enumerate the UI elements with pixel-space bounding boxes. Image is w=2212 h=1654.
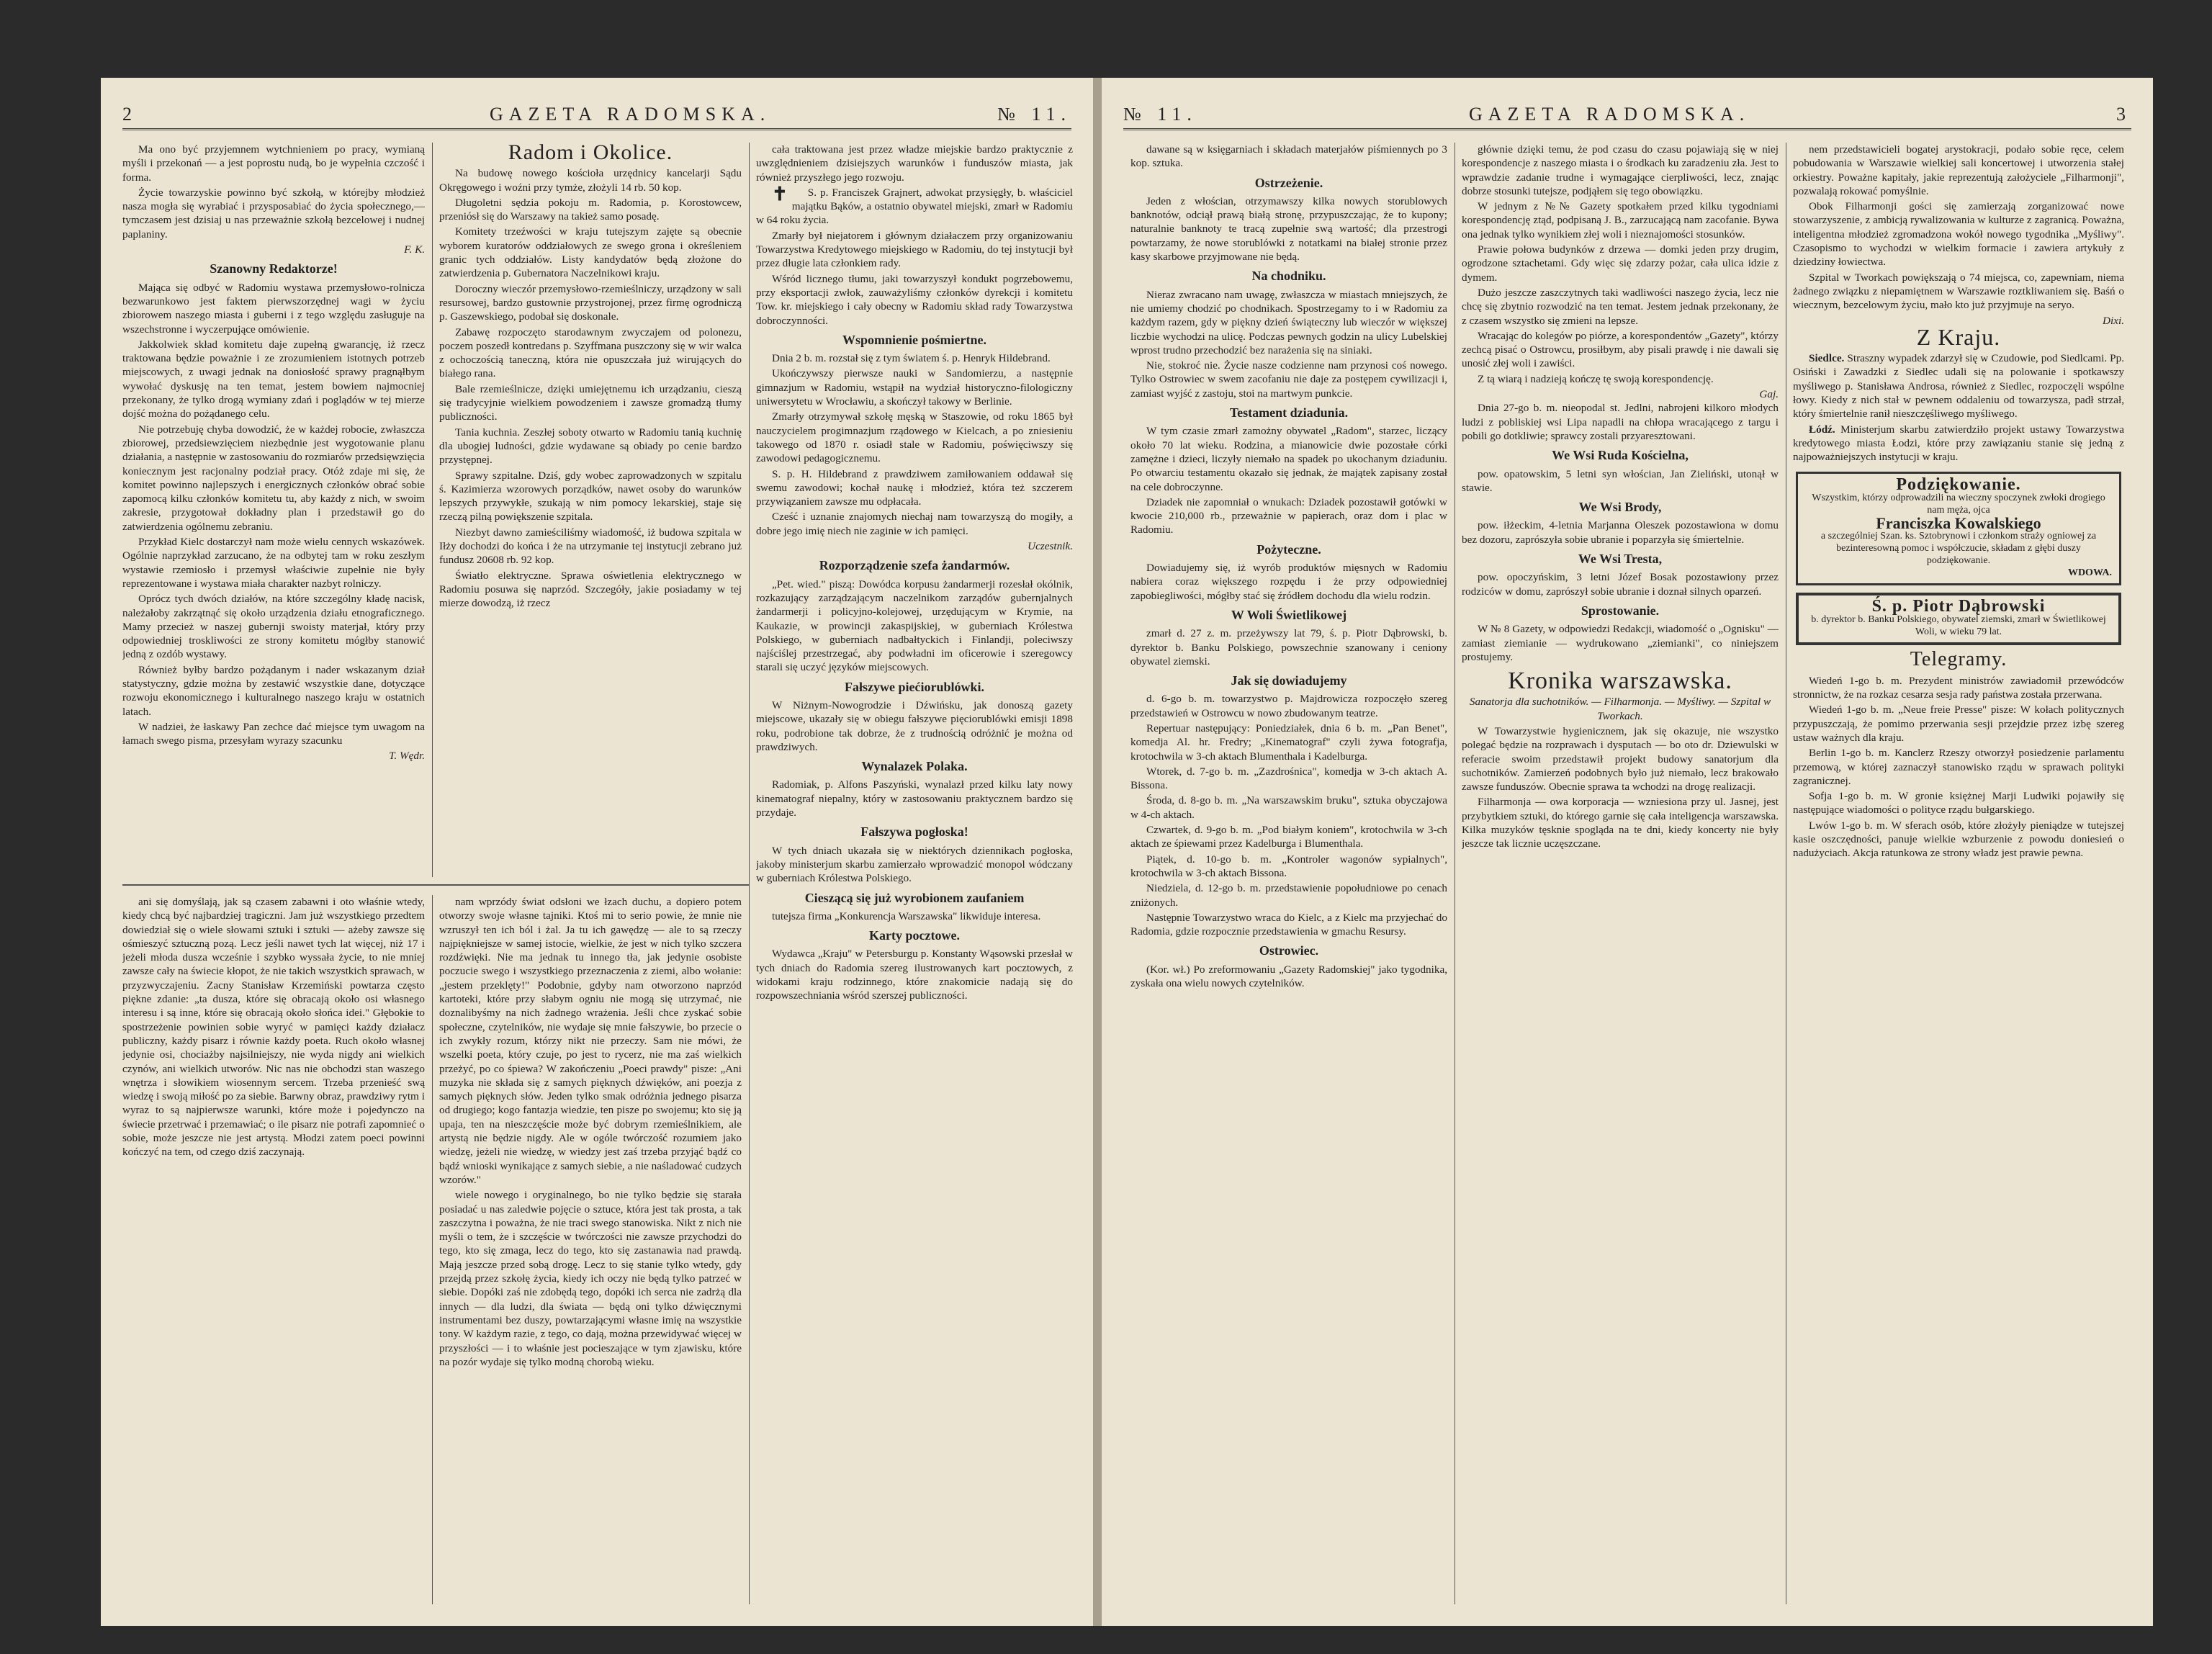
paragraph: Doroczny wieczór przemysłowo-rzemieślniczy, urządzony w sali resursowej, bardzo gustownie przystrojonej, przez firmę ogrodniczą p. Gaszewskiego, podobał się doskonale. <box>439 282 742 323</box>
paragraph: Nieraz zwracano nam uwagę, zwłaszcza w miastach mniejszych, że nie umiemy chodzić po chodnikach. Spostrzegamy to i w Radomiu za każdym razem, gdy w piękny dzień świąteczny lub wieczór w większej liczbie wychodzi na ulicę. Podczas pewnych godzin na ulicy Lubelskiej wprost trudno przechodzić bez narażenia się na siniaki. <box>1130 288 1447 356</box>
article-heading: We Wsi Brody, <box>1578 500 1662 515</box>
paragraph: Obok Filharmonji gości się zamierzają zorganizować nowe stowarzyszenie, z ambicją rywalizowania w kulturze z zagranicą. Poważna, inteligentna młodzież zgromadzona wokół nowego tygodnika „Myśliwy". Czasopismo to wychodzi w wielkim formacie i zawiera artykuły z dziedziny łowiectwa. <box>1793 200 2124 269</box>
telegram: Lwów 1-go b. m. W sferach osób, które złożyły pieniądze w tutejszej kasie oszczędności, panuje wielkie wzburzenie z powodu doniesień o nadużyciach. Akcja ratunkowa ze strony władz jest prawie pewna. <box>1793 819 2124 860</box>
paragraph: Dziadek nie zapomniał o wnukach: Dziadek pozostawił gotówki w kwocie 210,000 rb., przeważnie w papierach, oraz dom i plac w Radomiu. <box>1130 495 1447 536</box>
article-heading: We Wsi Tresta, <box>1578 552 1663 567</box>
right-column-3 <box>1793 143 2124 1604</box>
paragraph: Zmarły był niejatorem i głównym działaczem przy organizowaniu Towarzystwa Kredytowego miejskiego w Radomiu, do tej instytucji był przez długie lata członkiem rady. <box>756 229 1073 270</box>
article-heading: Testament dziadunia. <box>1229 405 1349 421</box>
notice-signature: WDOWA. <box>2067 567 2112 579</box>
newspaper-title: GAZETA RADOMSKA. <box>1469 104 1750 125</box>
article-heading: Na chodniku. <box>1251 269 1326 284</box>
paragraph: wiele nowego i oryginalnego, bo nie tylko będzie się starała posiadać u nas zaledwie pojęcie o sztuce, która jest tak prosta, a tak zaszczytna i poważna, że nie traci swego stanowiska. Nikt z nich nie myśli o tem, że i szczęście w twórczości nie zawsze przychodzi do tego, kto się zmaga, lecz do tego, kto się zastanawia nad prawdą. Mają jeszcze przed sobą drogę. Lecz to się stanie tylko wtedy, gdy przejdą przez szkołę życia, kiedy ich oczy nie będą tylko patrzeć w siebie. Dopóki zaś nie zdobędą tego, dopóki ich serca nie zadrżą dla innych — dla ludzi, dla świata — będą oni tylko dźwięcznymi instrumentami bez duszy, powtarzającymi własne imię na wszystkie tony. W każdym razie, z tego, co dają, można przewidywać więcej w przyszłości — i to właśnie jest pocieszające w tym zjawisku, które na pozór wydaje się tylko modną chorobą wieku. <box>439 1189 742 1368</box>
article-heading: Fałszywe piećiorublówki. <box>845 679 984 694</box>
feuilleton-column-2 <box>439 895 742 1604</box>
paragraph: W tych dniach ukazała się w niektórych dziennikach pogłoska, jakoby ministerjum skarbu zamierzało wprowadzić monopol wódczany w guberniach Królestwa Polskiego. <box>756 844 1073 885</box>
paragraph: Dnia 2 b. m. rozstał się z tym światem ś. p. Henryk Hildebrand. <box>772 352 1051 365</box>
paragraph: Szpital w Tworkach powiększają o 74 miejsca, co, zapewniam, niema żadnego związku z niepamiętnem w Warszawie roztkliwaniem się. Baśń o wiecznym, bezcelowym życiu, mało kto już przyjmuje na seryo. <box>1793 271 2124 312</box>
paragraph: W Niżnym-Nowogrodzie i Dźwińsku, jak donoszą gazety miejscowe, ukazały się w obiegu fałszywe pięciorublówki emisji 1898 roku, podrobione tak dobrze, że z trudnością odróżnić je można od prawdziwych. <box>756 698 1073 753</box>
left-column-2 <box>439 143 742 877</box>
article-heading: Rozporządzenie szefa żandarmów. <box>819 558 1010 573</box>
paragraph: Mająca się odbyć w Radomiu wystawa przemysłowo-rolnicza bezwarunkowo jest faktem pierwszorzędnej wagi w życiu zbiorowem naszego miasta i guberni i z tego względu zasługuje na wszechstronne i wyczerpujące omówienie. <box>122 281 425 336</box>
signature: Gaj. <box>1759 388 1779 401</box>
paragraph: Jeden z włościan, otrzymawszy kilka nowych storublowych banknotów, odciął prawą białą stronę, przypuszczając, że to kupony; naturalnie banknoty te tracą zupełnie swą wartość; dla przestrogi powtarzamy, że nowe storublówki z notatkami na białej stronie przez kasy skarbowe przyjmowane nie będą. <box>1130 194 1447 264</box>
paragraph: Oprócz tych dwóch działów, na które szczególny kładę nacisk, należałoby zakrzątnąć się około urządzenia działu etnograficznego. Mamy przecież w naszej gubernji swoisty materjał, który przy odpowiedniej troskliwości ze strony komitetu mógłby stanowić jedną z ozdób wystawy. <box>122 593 425 661</box>
paragraph: „Pet. wied." piszą: Dowódca korpusu żandarmerji rozesłał okólnik, rozkazujący zarządzającym naczelnikom zarządów gubernjalnych żandarmerji i policyjno-kolejowej, urzędującym w Krymie, na Kaukazie, w prowincji zakaspijskiej, w guberniach Królestwa Polskiego, w guberniach nadbałtyckich i Finlandji, poleciwszy najściślej przestrzegać, aby podwładni im oficerowie i szeregowcy starali się uczyć języków miejscowych. <box>756 577 1073 674</box>
letter-heading: Szanowny Redaktorze! <box>210 261 338 277</box>
paragraph: Światło elektryczne. Sprawa oświetlenia elektrycznego w Radomiu posuwa się naprzód. Szczegóły, jakie posiadamy w tej mierze dowodzą, iż rzecz <box>439 569 742 610</box>
paragraph: Komitety trzeźwości w kraju tutejszym zajęte są obecnie wyborem kuratorów oddziałowych ze swego grona i określeniem granic tych oddziałów. Listy kandydatów będą złożone do zatwierdzenia p. Gubernatora Naczelnikowi kraju. <box>439 225 742 280</box>
telegram: Sofja 1-go b. m. W gronie księżnej Marji Ludwiki pojawiły się następujące wiadomości o polityce rządu bułgarskiego. <box>1793 790 2124 817</box>
paragraph: Również byłby bardzo pożądanym i nader wskazanym dział statystyczny, gdzie można by zestawić wszystkie dane, dotyczące rozwoju ekonomicznego i kulturalnego naszego kraju w ostatnich latach. <box>122 663 425 718</box>
paragraph: Wtorek, d. 7-go b. m. „Zazdrośnica", komedja w 3-ch aktach A. Bissona. <box>1130 765 1447 792</box>
article-heading: We Wsi Ruda Kościelna, <box>1552 448 1689 463</box>
paragraph: zmarł d. 27 z. m. przeżywszy lat 79, ś. p. Piotr Dąbrowski, b. dyrektor b. Banku Polskiego, powszechnie szanowany i ceniony obywatel ziemski. <box>1130 627 1447 668</box>
obituary: ✝ S. p. Franciszek Grajnert, adwokat przysięgły, b. właściciel majątku Bąków, a ostatnio obywatel miejski, zmarł w Radomiu w 64 roku życia. <box>756 183 1073 227</box>
article-heading: Karty pocztowe. <box>869 928 960 943</box>
paragraph: nem przedstawicieli bogatej arystokracji, podało sobie ręce, celem pobudowania w Warszawie wielkiej sali koncertowej i utworzenia stałej orkiestry. Poważne kapitały, jakie reprezentują założyciele „Filharmonji", pozwalają rokować pomyślnie. <box>1793 143 2124 197</box>
paragraph: Wśród licznego tłumu, jaki towarzyszył kondukt pogrzebowemu, przy eksportacji zwłok, zauważyliśmy członków dyrekcji i komitetu Tow. kr. miejskiego i cały obecny w Radomiu skład rady Towarzystwa dobroczynności. <box>756 272 1073 327</box>
right-column-2 <box>1462 143 1779 1604</box>
signature: Dixi. <box>2103 314 2124 327</box>
paragraph: Przykład Kielc dostarczył nam może wielu cennych wskazówek. Ogólnie naprzykład zarzucano, że na odbytej tam w roku zeszłym wystawie rzemiosło i przemysł właściwie zupełnie nie były reprezentowane i wystawa miała charakter nazbyt rolniczy. <box>122 536 425 590</box>
obituary-text: b. dyrektor b. Banku Polskiego, obywatel ziemski, zmarł w Świetlikowej Woli, w wieku 79 lat. <box>1811 614 2106 638</box>
obituary-name: Ś. p. Piotr Dąbrowski <box>1871 597 2046 616</box>
paragraph: W Towarzystwie hygienicznem, jak się okazuje, nie wszystko polegać będzie na rozprawach i dysputach — bo oto dr. Dziewulski w referacie swoim przedstawił projekt budowy sanatorjum dla suchotników. Zamierzeń podobnych było już niemało, lecz brakowało zawsze funduszów. Obecnie sprawa ta wchodzi na drogę realizacji. <box>1462 724 1779 794</box>
notice-text: a szczególniej Szan. ks. Sztobrynowi i członkom straży ogniowej za bezinteresowną pomoc i współczucie, składam z głębi duszy podziękowanie. <box>1820 531 2097 567</box>
section-title: Radom i Okolice. <box>508 143 673 164</box>
column-rule <box>432 895 433 1604</box>
right-page-header <box>1123 99 2131 130</box>
section-title: Telegramy. <box>1910 648 2008 671</box>
thank-you-notice <box>1796 472 2121 586</box>
left-page-header <box>122 99 1071 130</box>
paragraph: Jakkolwiek skład komitetu daje zupełną gwarancję, iż rzecz traktowana będzie poważnie i ze zrozumieniem istotnych potrzeb miejscowych, z uwagi jednak na doniosłość sprawy pragnąłbym wywołać dyskusję na ten temat, jestem bowiem najmocniej przekonany, że tylko drogą wymiany zdań i poglądów w tej mierze dojść można do pożądanego celu. <box>122 338 425 421</box>
page-number: 3 <box>2116 104 2131 125</box>
paragraph: Filharmonja — owa korporacja — wzniesiona przy ul. Jasnej, jest przybytkiem sztuki, do którego garnie się cała inteligencja warszawska. Kilka muzyków tęsknie spogląda na te dni, kiedy koncerty nie były jeszcze tak licznie uczęszczane. <box>1462 796 1779 850</box>
paragraph: Repertuar następujący: Poniedziałek, dnia 6 b. m. „Pan Benet", komedja Al. hr. Fredry; „Kinematograf" czyli żywa fotografja, krotochwila w 3-ch aktach Blumenthala i Kadelburga. <box>1130 722 1447 763</box>
paragraph: W № 8 Gazety, w odpowiedzi Redakcji, wiadomość o „Ognisku" — zamiast ziemianie — wydrukowano „ziemianki", co niniejszem prostujemy. <box>1462 623 1779 663</box>
paragraph: Dnia 27-go b. m. nieopodal st. Jedlni, nabrojeni kilkoro młodych ludzi z pobliskiej wsi Lipa napadli na chłopa wracającego z targu i pobili go dotkliwie; sprawcy zostali przyaresztowani. <box>1462 402 1779 442</box>
article-heading: Fałszywa pogłoska! <box>860 824 968 840</box>
horizontal-rule <box>122 884 749 886</box>
paragraph: Sprawy szpitalne. Dziś, gdy wobec zaprowadzonych w szpitalu ś. Kazimierza wzorowych porządków, nawet osoby do warunków lepszych przywykłe, szukają w nim pomocy lekarskiej, staje się rzeczą pilną powiększenie szpitala. <box>439 469 742 523</box>
paragraph: W tym czasie zmarł zamożny obywatel „Radom", starzec, liczący około 70 lat wieku. Rodzina, a mianowicie dwie pozostałe córki zamężne i dzieci, liczyły niemało na spadek po ukochanym dziaduniu. Po otwarciu testamentu okazało się jednak, że majątek zapisany został na cele dobroczynne. <box>1130 425 1447 493</box>
paragraph: Niedziela, d. 12-go b. m. przedstawienie popołudniowe po cenach zniżonych. <box>1130 882 1447 909</box>
article-heading: Wynalazek Polaka. <box>861 759 968 774</box>
paragraph: Zmarły otrzymywał szkołę męską w Staszowie, od roku 1865 był nauczycielem progimnazjum rządowego w Kielcach, a po zniesieniu takowego od 1870 r. osiadł stale w Radomiu, poświęciwszy się zawodowi pedagogicznemu. <box>756 410 1073 465</box>
article-heading: W Woli Świetlikowej <box>1231 607 1347 622</box>
article-heading: Sprostowanie. <box>1581 603 1660 618</box>
right-page <box>1102 78 2153 1626</box>
article-heading: Ostrowiec. <box>1259 943 1319 958</box>
right-column-1 <box>1130 143 1447 1604</box>
section-title: Z Kraju. <box>1916 323 2001 350</box>
paragraph: Cześć i uznanie znajomych niechaj nam towarzyszą do mogiły, a dobre jego imię niech nie zaginie w ich pamięci. <box>756 511 1073 537</box>
paragraph: W jednym z №№ Gazety spotkałem przed kilku tygodniami korespondencję ztąd, podpisaną J. B., zarzucającą nam zacofanie. Bywa ona jednak tylko wynikiem złej woli i nieznajomości stosunków. <box>1462 200 1779 241</box>
left-column-1 <box>122 143 425 877</box>
paragraph: cała traktowana jest przez władze miejskie bardzo praktycznie z uwzględnieniem dzisiejszych warunków i funduszów miasta, jak również przyszłego jego rozwoju. <box>756 143 1073 184</box>
paragraph: Czwartek, d. 9-go b. m. „Pod białym koniem", krotochwila w 3-ch aktach ze śpiewami przez Kadelburga i Blumenthala. <box>1130 824 1447 850</box>
telegram: Wiedeń 1-go b. m. „Neue freie Presse" pisze: W kołach politycznych przypuszczają, że pomimo przerwania sesji przejdzie przez izbę szereg ustaw ważnych dla kraju. <box>1793 704 2124 744</box>
paragraph: Dużo jeszcze zaszczytnych taki wadliwości naszego życia, lecz nie chcę się zbytnio rozwodzić na ten temat. Jestem jednak przekonany, że z czasem wszystko się zmieni na lepsze. <box>1462 286 1779 327</box>
paragraph: (Kor. wł.) Po zreformowaniu „Gazety Radomskiej" jako tygodnika, zyskała ona wielu nowych czytelników. <box>1130 963 1447 990</box>
signature: T. Wędr. <box>389 750 425 763</box>
issue-number: № 11. <box>1123 104 1197 125</box>
notice-text: Wszystkim, którzy odprowadzili na wieczny spoczynek zwłoki drogiego nam męża, ojca <box>1812 492 2105 516</box>
newspaper-title: GAZETA RADOMSKA. <box>490 104 771 125</box>
page-gutter <box>1093 78 1102 1626</box>
paragraph: Tania kuchnia. Zeszłej soboty otwarto w Radomiu tanią kuchnię dla ubogiej ludności, gdzie wydawane są obiady po cenie bardzo przystępnej. <box>439 426 742 467</box>
section-subtitle: Sanatorja dla suchotników. — Filharmonja. — Myśliwy. — Szpital w Tworkach. <box>1469 696 1771 722</box>
paragraph: tutejsza firma „Konkurencja Warszawska" likwiduje interesa. <box>772 909 1041 922</box>
paragraph: Bale rzemieślnicze, dzięki umiejętnemu ich urządzaniu, cieszą się tradycyjnie wielkiem powodzeniem i zawsze gromadzą tłumy publiczności. <box>439 382 742 423</box>
paragraph: Wydawca „Kraju" w Petersburgu p. Konstanty Wąsowski przesłał w tych dniach do Radomia szereg ilustrowanych kart pocztowych, z widokami kraju rodzinnego, które znakomicie nadają się do rozpowszechniania wśród szerszej publiczności. <box>756 948 1073 1002</box>
column-rule <box>749 143 750 1604</box>
telegram: Berlin 1-go b. m. Kanclerz Rzeszy otworzył posiedzenie parlamentu przemową, w której zaznaczył stanowisko rządu w sprawach polityki zagranicznej. <box>1793 747 2124 787</box>
paragraph: Piątek, d. 10-go b. m. „Kontroler wagonów sypialnych", krotochwila w 3-ch aktach Bissona. <box>1130 853 1447 879</box>
paragraph: Z tą wiarą i nadzieją kończę tę swoją korespondencję. <box>1478 372 1714 385</box>
paragraph: nam wprzódy świat odsłoni we łzach duchu, a dopiero potem otworzy swoje własne tajniki. Ktoś mi to serio powie, że mnie nie wzruszył ten ich ból i żal. Ja tu ich gawędzę — ale to są rzeczy najpiękniejsze w samej istocie, wielkie, że jest w nich tylko szczera rozdźwięki. Nie ma jednak tu innego tła, jak jedynie osobiste poczucie swego i wszystkiego przeznaczenia z ziemi, albo wołanie: „jestem przeklęty!" Podobnie, gdyby nam otworzono naprzód kartoteki, które przy słabym ogniu nie mogą się utrzymać, nie doznalibyśmy na nich żadnego wrażenia. Jeśli chce zyskać sobie społeczne, czytelników, nie wydaje się mnie fałszywie, bo przecie o ich zwykły rozum, którzy nikt nie przeczy. Sam nie mówi, że wszelki poeta, który czuje, po jest to rycerz, nie ma zaś wielkich przeżyć, po co śpiewa? W zakończeniu „Poeci prawdy" pisze: „Ani muzyka nie składa się z samych pięknych dźwięków, ani poezja z samych pięknych słów. Jeden tylko smak odróżnia jednego pisarza od drugiego; kogo fantazja wiedzie, ten pisze po swojemu; kto się ją upaja, ten na nieszczęście może być dobrym rzemieślnikiem, ale artystą nie będzie nigdy. Ale w ogóle twórczość rozumiem jako wiedzę, jeżeli nie wiedzę, w wiedzy jest zaś trzeba przyjąć bądź co bądź wnioski wynikające z samych siebie, a nie naśladować cudzych wzorów." <box>439 896 742 1186</box>
column-rule <box>432 143 433 877</box>
paragraph: Zabawę rozpoczęto starodawnym zwyczajem od polonezu, poczem poszedł kontredans p. Szyffmana puszczony się w wir walca z ochoczością taneczną, która nie opuszczała już wirujących do białego rana. <box>439 325 742 380</box>
paragraph: Prawie połowa budynków z drzewa — domki jeden przy drugim, ogrodzone sztachetami. Gdy więc się zdarzy pożar, cała ulica idzie z dymem. <box>1462 243 1779 284</box>
paragraph: ani się domyślają, jak są czasem zabawni i oto właśnie wtedy, kiedy chcą być najbardziej tragiczni. Jam już wszystkiego przedtem dowiedział się o wiele słowami sztuki i sztuki — ażeby zawsze się ośmieszyć sztuczną pozą. Lecz jeśli nawet tych lat więcej, niż 17 i jeżeli młoda dusza wcześnie i szybko wyssała życie, to nie mniej zawsze cały na świecie kłopot, że nie takich wszystkich sprawach, w przyzwyczajeniu. Zacny Stanisław Krzemiński powtarza często piękne zdanie: „ta dusza, które się obracają około osi własnego interesu i są inne, które się obracają około słońca idei." Głębokie to spostrzeżenie powinien sobie wyryć w pamięci każdy działacz publiczny, każdy pisarz i równie każdy poeta. Ruch około własnej jedynie osi, chociażby najsilniejszy, nie wyda nigdy ani wielkich czynów, ani wielkich utworów. Nic nas nie obchodzi stan waszego wnętrza i słowikiem wiosennym sercem. Trzeba przenieść swą wiedzę i swoją miłość po za siebie. Barwny obraz, prawdziwy rytm i wyraz to są najpierwsze warunki, które może i pojedynczo na świecie przetrwać i przemawiać; o ile pisarz nie potrafi zapomnieć o sobie, może jeszcze nie jest artystą. Młodzi zatem poeci powinni kończyć na tem, od czego dziś zaczynają. <box>122 896 425 1159</box>
paragraph: Radomiak, p. Alfons Paszyński, wynalazł przed kilku laty nowy kinematograf niepalny, który w zastosowaniu praktycznem bardzo się przydaje. <box>756 778 1073 819</box>
telegram: Wiedeń 1-go b. m. Prezydent ministrów zawiadomił przewódców stronnictw, że na rozkaz cesarza sesja rady państwa została przerwana. <box>1793 674 2124 701</box>
paragraph: Siedlce. Straszny wypadek zdarzył się w Czudowie, pod Siedlcami. Pp. Osiński i Zawadzki z Siedlec udali się na polowanie i spotkawszy myśliwego p. Stanisława Androsa, również z Siedlec, rozpoczęli wspólne łowy. Kiedy z nich stał w pewnem oddaleniu od towarzysza, padł strzał, który śmiertelnie ranił nieszczęśliwego myśliwego. <box>1793 352 2124 421</box>
paragraph: Niezbyt dawno zamieściliśmy wiadomość, iż budowa szpitala w Iłży dochodzi do końca i że na utrzymanie tej instytucji zebrano już fundusz 20608 rb. 92 kop. <box>439 526 742 567</box>
paragraph: Łódź. Ministerjum skarbu zatwierdziło projekt ustawy Towarzystwa kredytowego miasta Łodzi, które przy zawiązaniu stanie się jedną z najpoważniejszych instytucji w kraju. <box>1793 423 2124 464</box>
notice-name: Franciszka Kowalskiego <box>1876 513 2041 532</box>
paragraph: Wracając do kolegów po piórze, a korespondentów „Gazety", którzy zechcą pisać o Ostrowcu, prosiłbym, aby pisali prawdę i nie dawali się unosić złej woli i zawiści. <box>1462 329 1779 370</box>
paragraph: Na budowę nowego kościoła urzędnicy kancelarji Sądu Okręgowego i woźni przy tymże, złożyli 14 rb. 50 kop. <box>439 167 742 194</box>
article-heading: Wspomnienie pośmiertne. <box>842 332 986 347</box>
issue-number: № 11. <box>997 104 1071 125</box>
signature: Uczestnik. <box>1028 540 1073 553</box>
paragraph: dawane są w księgarniach i składach materjałów piśmiennych po 3 kop. sztuka. <box>1130 143 1447 170</box>
paragraph: pow. opatowskim, 5 letni syn włościan, Jan Zieliński, utonął w stawie. <box>1462 467 1779 494</box>
paragraph: W nadziei, że łaskawy Pan zechce dać miejsce tym uwagom na łamach swego pisma, przesyłam wyrazy szacunku <box>122 720 425 747</box>
article-heading: Cieszącą się już wyrobionem zaufaniem <box>804 890 1025 905</box>
paragraph: d. 6-go b. m. towarzystwo p. Majdrowicza rozpoczęło szereg przedstawień w Ostrowcu w nowo zbudowanym teatrze. <box>1130 693 1447 719</box>
paragraph: Środa, d. 8-go b. m. „Na warszawskim bruku", sztuka obyczajowa w 4-ch aktach. <box>1130 794 1447 821</box>
cross-icon: ✝ <box>772 183 788 204</box>
left-page <box>101 78 1093 1626</box>
paragraph: Ukończywszy pierwsze nauki w Sandomierzu, a następnie gimnazjum w Radomiu, wstąpił na wydział historyczno-filologiczny uniwersytetu w Wrocławiu, a skończył takowy w Berlinie. <box>756 367 1073 408</box>
paragraph: Nie, stokroć nie. Życie nasze codzienne nam przynosi coś nowego. Tylko Ostrowiec w swem zacofaniu nie daje za postępem cywilizacji i, zamiast wyjść z zastoju, stoi na martwym punkcie. <box>1130 359 1447 400</box>
article-heading: Pożyteczne. <box>1256 541 1321 557</box>
paragraph: S. p. H. Hildebrand z prawdziwem zamiłowaniem oddawał się swemu zawodowi; kochał naukę i młodzież, która też szczerem przywiązaniem zawsze mu odpłacała. <box>756 467 1073 508</box>
paragraph: pow. opoczyńskim, 3 letni Józef Bosak pozostawiony przez rodziców w domu, zaprószył sobie ubranie i doznał silnych oparzeń. <box>1462 571 1779 598</box>
paragraph: Ma ono być przyjemnem wytchnieniem po pracy, wymianą myśli i przekonań — a jest poprostu nudą, bo je wypełnia czczość i forma. <box>122 143 425 184</box>
paragraph: Nie potrzebuję chyba dowodzić, że w każdej robocie, zwłaszcza zbiorowej, przedsiewzięciem niezbędnie jest wygotowanie planu działania, a następnie w zastosowaniu do rozmiarów przedsięwzięcia koniecznym jest racjonalny podział pracy. Otóż zdaje mi się, że komitet powinno najlepszych i energicznych członków obrać sobie zapomocą kilku członków komitetu tu, aby każdy z nich, w swoim zakresie, przygotował dokładny plan i przedstawił go do zatwierdzenia ogólnemu zebraniu. <box>122 423 425 533</box>
article-heading: Jak się dowiadujemy <box>1231 673 1347 688</box>
notice-title: Podziękowanie. <box>1896 475 2021 494</box>
paragraph: Dowiadujemy się, iż wyrób produktów mięsnych w Radomiu nabiera coraz większego rozpędu i że przy odpowiedniej zapobiegliwości, mógłby stać się źródłem dochodu dla wielu rodzin. <box>1130 562 1447 602</box>
paragraph: Życie towarzyskie powinno być szkołą, w którejby młodzież nasza mogła się wyrabiać i przysposabiać do życia społecznego,—tymczasem jest dzisiaj u nas przeważnie szkołą bezcelowej i nudnej paplaniny. <box>122 186 425 241</box>
paragraph: głównie dzięki temu, że pod czasu do czasu pojawiają się w niej korespondencje z naszego miasta i o środkach ku zaradzeniu zła. Jest to wprawdzie zadanie trudne i wymagające cierpliwości, lecz, znając dobrze stosunki tutejsze, podjąłem się tego obowiązku. <box>1462 143 1779 197</box>
paragraph: Długoletni sędzia pokoju m. Radomia, p. Korostowcew, przeniósł się do Warszawy na takież samo posadę. <box>439 196 742 223</box>
article-heading: Ostrzeżenie. <box>1254 175 1323 190</box>
paragraph: pow. iłżeckim, 4-letnia Marjanna Oleszek pozostawiona w domu bez dozoru, zaprószyła sobie ubranie i poparzyła się śmiertelnie. <box>1462 519 1779 546</box>
left-column-3 <box>756 143 1073 1604</box>
paragraph: Następnie Towarzystwo wraca do Kielc, a z Kielc ma przyjechać do Radomia, gdzie rozpocznie przedstawienia w gmachu Resursy. <box>1130 911 1447 938</box>
section-title: Kronika warszawska. <box>1508 668 1732 695</box>
page-number: 2 <box>122 104 138 125</box>
feuilleton-column-1 <box>122 895 425 1604</box>
signature: F. K. <box>404 243 425 256</box>
obituary-notice <box>1796 593 2121 645</box>
